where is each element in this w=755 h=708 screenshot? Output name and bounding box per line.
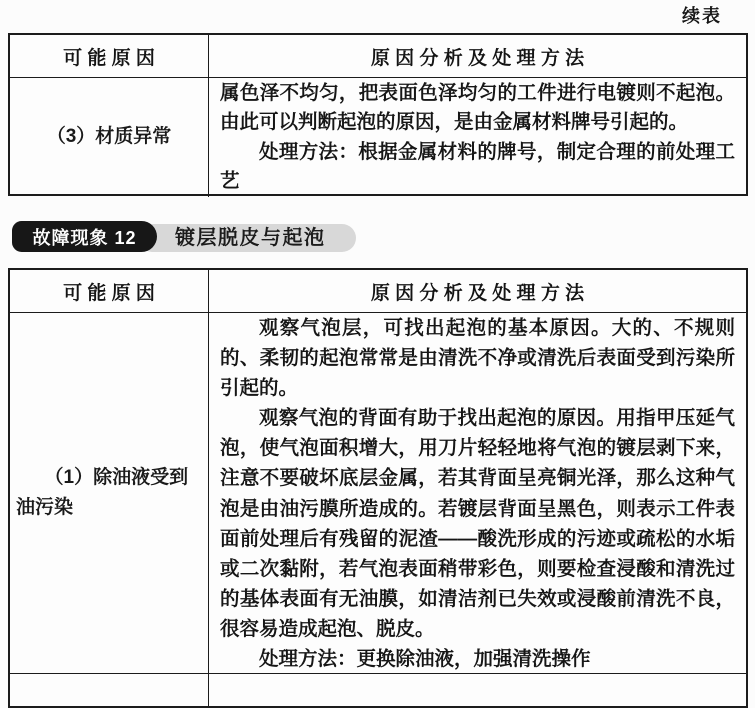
analysis-cell bbox=[209, 674, 746, 706]
analysis-paragraph: 属色泽不均匀，把表面色泽均匀的工件进行电镀则不起泡。由此可以判断起泡的原因，是由金属材料牌号引起的。 bbox=[220, 82, 735, 134]
cause-cell bbox=[10, 313, 209, 673]
cause-text: （1）除油液受到油污染 bbox=[16, 467, 189, 518]
table-row bbox=[10, 313, 746, 673]
analysis-paragraph: 观察气泡层，可找出起泡的基本原因。大的、不规则的、柔韧的起泡常常是由清洗不净或清洗后表面受到污染所引起的。 bbox=[220, 317, 735, 400]
table-fault12-header-possible-cause: 可 能 原 因 bbox=[10, 270, 209, 312]
cause-cell bbox=[10, 78, 209, 197]
fault-title: 镀层脱皮与起泡 bbox=[175, 227, 326, 249]
table-continued bbox=[8, 33, 748, 196]
table-fault12-header-analysis-method: 原 因 分 析 及 处 理 方 法 bbox=[370, 282, 585, 304]
table-fault12-header-row bbox=[10, 270, 746, 313]
cause-text: （3）材质异常 bbox=[46, 126, 172, 148]
fault-number-badge: 故障现象 12 bbox=[12, 221, 157, 252]
table-continued-header-analysis-method: 原 因 分 析 及 处 理 方 法 bbox=[370, 47, 585, 69]
table-row bbox=[10, 78, 746, 197]
analysis-paragraph: 观察气泡的背面有助于找出起泡的原因。用指甲压延气泡，使气泡面积增大，用刀片轻轻地将气泡的镀层剥下来，注意不要破坏底层金属，若其背面呈亮铜光泽，那么这种气泡是由油污膜所造成的。若镀层背面呈黑色，则表示工件表面前处理后有残留的泥渣——酸洗形成的污迹或疏松的水垢或二次黏附，若气泡表面稍带彩色，则要检查浸酸和清洗过的基体表面有无油膜，如清洁剂已失效或浸酸前清洗不良，很容易造成起泡、脱皮。 bbox=[220, 407, 735, 640]
table-continued-header-possible-cause: 可 能 原 因 bbox=[10, 35, 209, 77]
analysis-cell bbox=[209, 78, 746, 197]
table-fault12 bbox=[8, 268, 748, 708]
cause-cell bbox=[10, 674, 209, 706]
fault-heading bbox=[12, 221, 372, 255]
analysis-cell bbox=[209, 313, 746, 673]
continued-table-label: 续表 bbox=[682, 6, 722, 26]
treatment-method-paragraph: 处理方法：根据金属材料的牌号，制定合理的前处理工艺 bbox=[220, 140, 735, 193]
treatment-method-paragraph: 处理方法：更换除油液，加强清洗操作 bbox=[259, 648, 591, 671]
table-continued-header-row bbox=[10, 35, 746, 78]
next-table-row-clipped bbox=[10, 673, 746, 706]
